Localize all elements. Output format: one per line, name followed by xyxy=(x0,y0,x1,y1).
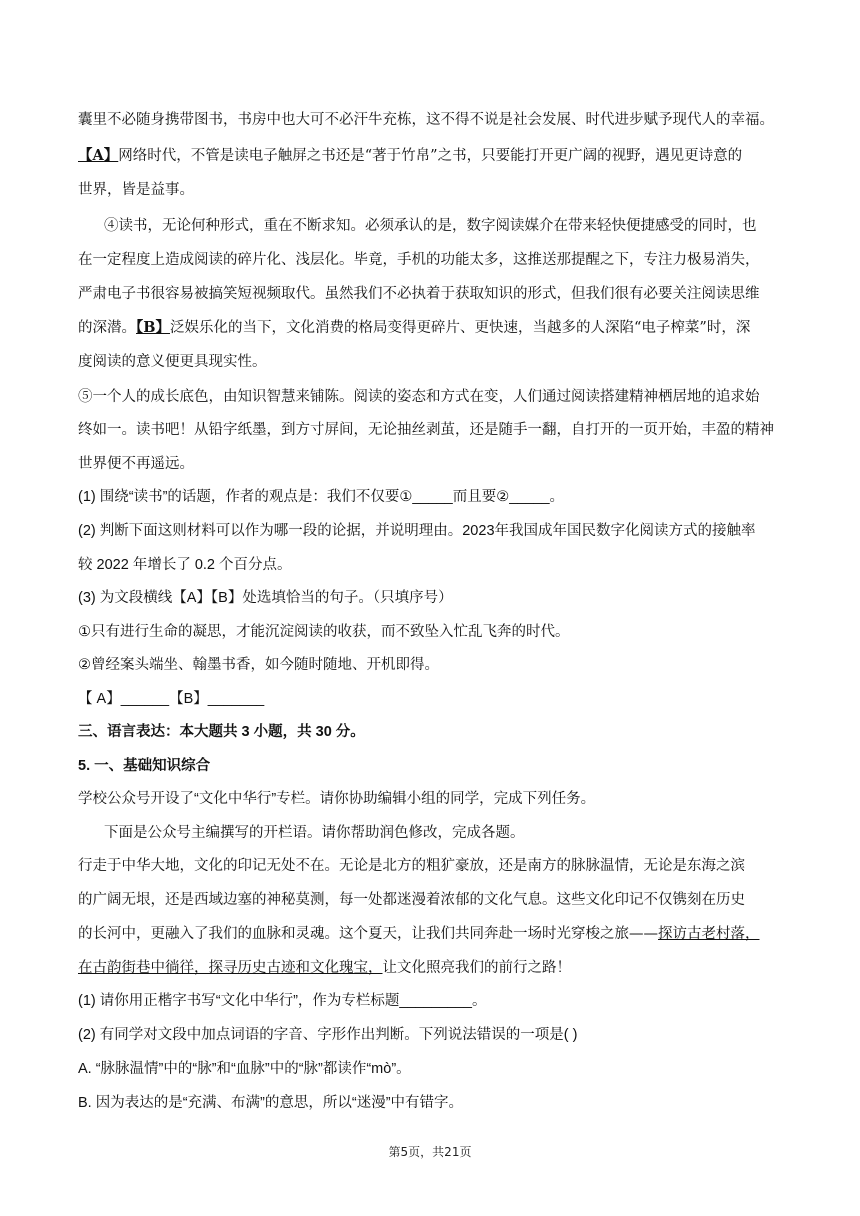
paragraph-3-tail: 囊里不必随身携带图书，书房中也大可不必汗牛充栋，这不得不说是社会发展、时代进步赋予现代人的幸福。 xyxy=(78,112,774,128)
paragraph-4-line-3: 严肃电子书很容易被搞笑短视频取代。虽然我们不必执着于获取知识的形式，但我们很有必要关注阅读思维 xyxy=(78,286,760,302)
page-footer: 第5页，共21页 xyxy=(388,1145,472,1159)
passage-line-2: 的广阔无垠，还是西域边塞的神秘莫测，每一处都迷漫着浓郁的文化气息。这些文化印记不仅镌刻在历史 xyxy=(78,892,745,908)
question-5-intro: 学校公众号开设了“文化中华行”专栏。请你协助编辑小组的同学，完成下列任务。 xyxy=(78,791,596,807)
option-sentence-1: ①只有进行生命的凝思，才能沉淀阅读的收获，而不致坠入忙乱飞奔的时代。 xyxy=(78,624,570,640)
paragraph-5-line-2: 终如一。读书吧！从铅字纸墨，到方寸屏间，无论抽丝剥茧，还是随手一翻，自打开的一页开始，丰盈的精神 xyxy=(78,422,774,438)
passage-line-3: 的长河中，更融入了我们的血脉和灵魂。这个夏天，让我们共同奔赴一场时光穿梭之旅——探访古老村落， xyxy=(78,926,760,942)
question-5-heading: 5. 一、基础知识综合 xyxy=(78,758,211,774)
question-4-3: (3) 为文段横线【A】【B】处选填恰当的句子。（只填序号） xyxy=(78,590,453,606)
paragraph-3-end: 世界，皆是益事。 xyxy=(78,182,194,198)
question-4-2-cont: 较 2022 年增长了 0.2 个百分点。 xyxy=(78,557,292,573)
paragraph-5-line-3: 世界便不再遥远。 xyxy=(78,456,194,472)
paragraph-3-line-a: 【A】网络时代，不管是读电子触屏之书还是“著于竹帛”之书，只要能打开更广阔的视野，遇见更诗意的 xyxy=(78,147,743,164)
choice-a: A. “脉脉温情”中的“脉”和“血脉”中的“脉”都读作“mò”。 xyxy=(78,1061,411,1077)
question-5-1: (1) 请你用正楷字书写“文化中华行”，作为专栏标题_________。 xyxy=(78,993,487,1009)
paragraph-4-line-5: 度阅读的意义便更具现实性。 xyxy=(78,354,267,370)
paragraph-5-line-1: ⑤一个人的成长底色，由知识智慧来铺陈。阅读的姿态和方式在变，人们通过阅读搭建精神栖居地的追求始 xyxy=(78,389,760,405)
blank-marker-a: 【A】 xyxy=(78,147,119,164)
question-5-instruction: 下面是公众号主编撰写的开栏语。请你帮助润色修改，完成各题。 xyxy=(104,825,525,841)
underlined-phrase: 探访古老村落， xyxy=(658,926,760,942)
paragraph-4-line-1: ④读书，无论何种形式，重在不断求知。必须承认的是，数字阅读媒介在带来轻快便捷感受的同时，也 xyxy=(104,218,757,234)
paragraph-4-line-2: 在一定程度上造成阅读的碎片化、浅层化。毕竟，手机的功能太多，这推送那提醒之下，专注力极易消失， xyxy=(78,252,760,268)
question-4-2: (2) 判断下面这则材料可以作为哪一段的论据，并说明理由。2023年我国成年国民数字化阅读方式的接触率 xyxy=(78,523,756,539)
paragraph-4-line-4: 的深潜。【B】泛娱乐化的当下，文化消费的格局变得更碎片、更快速，当越多的人深陷“电子榨菜”时，深 xyxy=(78,319,751,336)
blank-marker-b: 【B】 xyxy=(136,319,171,336)
question-4-1: (1) 围绕“读书”的话题，作者的观点是：我们不仅要①_____而且要②_____。 xyxy=(78,489,565,505)
option-sentence-2: ②曾经案头端坐、翰墨书香，如今随时随地、开机即得。 xyxy=(78,657,439,673)
answer-blanks: 【 A】______【B】_______ xyxy=(78,691,265,707)
choice-b: B. 因为表达的是“充满、布满”的意思，所以“迷漫”中有错字。 xyxy=(78,1095,464,1111)
passage-line-4: 在古韵街巷中徜徉，探寻历史古迹和文化瑰宝，让文化照亮我们的前行之路！ xyxy=(78,960,571,976)
underlined-phrase-cont: 在古韵街巷中徜徉，探寻历史古迹和文化瑰宝， xyxy=(78,960,383,976)
question-5-2: (2) 有同学对文段中加点词语的字音、字形作出判断。下列说法错误的一项是( ) xyxy=(78,1027,578,1043)
section-heading: 三、语言表达：本大题共 3 小题，共 30 分。 xyxy=(78,724,365,740)
passage-line-1: 行走于中华大地，文化的印记无处不在。无论是北方的粗犷豪放，还是南方的脉脉温情，无论是东海之滨 xyxy=(78,858,745,874)
